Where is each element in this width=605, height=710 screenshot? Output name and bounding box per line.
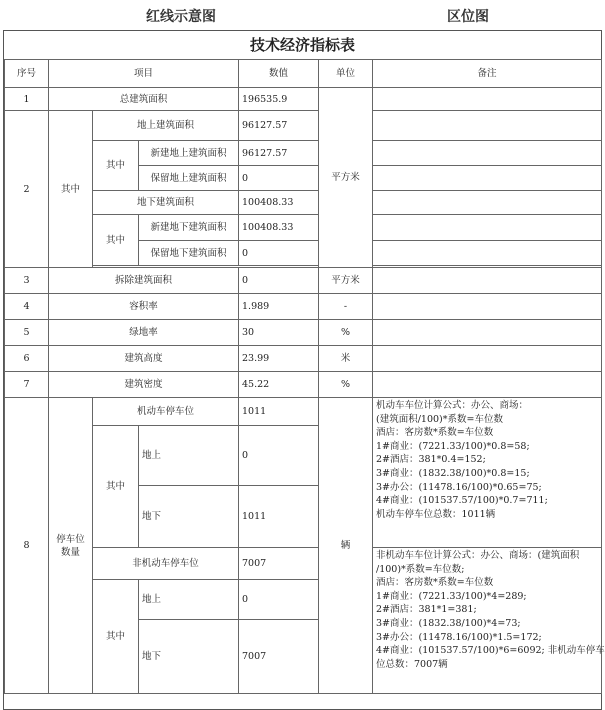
row-sub-label: 其中 bbox=[93, 141, 139, 191]
note-line: 3#办公：(11478.16/100)*1.5=172; bbox=[376, 631, 542, 643]
row-unit-vehicles: 辆 bbox=[319, 398, 373, 694]
row-value: 7007 bbox=[239, 548, 319, 580]
row-unit: % bbox=[319, 320, 373, 346]
row-seq: 2 bbox=[5, 111, 49, 268]
note-line: 酒店：客房数*系数=车位数 bbox=[376, 577, 494, 589]
row-seq: 5 bbox=[5, 320, 49, 346]
row-seq: 8 bbox=[5, 398, 49, 694]
row-item: 地上 bbox=[139, 426, 239, 486]
note-line: 1#商业：(7221.33/100)*0.8=58; bbox=[376, 440, 530, 452]
col-header-note: 备注 bbox=[373, 60, 602, 88]
note-line: (建筑面积/100)*系数=车位数 bbox=[376, 413, 503, 425]
row-sub-label: 其中 bbox=[93, 215, 139, 266]
table-row bbox=[5, 294, 602, 320]
row-value: 0 bbox=[239, 426, 319, 486]
row-item: 非机动车停车位 bbox=[93, 548, 239, 580]
row-value: 1011 bbox=[239, 398, 319, 426]
row-item: 地下建筑面积 bbox=[93, 191, 239, 215]
table-row bbox=[5, 191, 602, 215]
row-item: 拆除建筑面积 bbox=[49, 268, 239, 294]
note-line: /100)*系数=车位数; bbox=[376, 563, 465, 575]
row-note bbox=[373, 111, 602, 141]
row-value: 100408.33 bbox=[239, 191, 319, 215]
row-item: 新建地下建筑面积 bbox=[139, 215, 239, 241]
header-row bbox=[5, 60, 602, 88]
table-row bbox=[5, 88, 602, 111]
row-note bbox=[373, 320, 602, 346]
row-value: 1011 bbox=[239, 486, 319, 548]
row-seq: 3 bbox=[5, 268, 49, 294]
row-value: 0 bbox=[239, 580, 319, 620]
row-note bbox=[373, 372, 602, 398]
row-seq: 7 bbox=[5, 372, 49, 398]
note-line: 机动车停车位总数：1011辆 bbox=[376, 508, 496, 520]
table-row bbox=[5, 346, 602, 372]
row-note bbox=[373, 268, 602, 294]
row-sub-label: 其中 bbox=[93, 426, 139, 548]
note-line: 非机动车车位计算公式：办公、商场：(建筑面积 bbox=[376, 550, 580, 561]
row-unit: 米 bbox=[319, 346, 373, 372]
row-item: 保留地上建筑面积 bbox=[139, 166, 239, 191]
note-line: 1#商业：(7221.33/100)*4=289; bbox=[376, 590, 527, 602]
note-line: 2#酒店：381*1=381; bbox=[376, 604, 477, 616]
row-note bbox=[373, 215, 602, 241]
row-seq: 1 bbox=[5, 88, 49, 111]
row-value: 30 bbox=[239, 320, 319, 346]
row-item: 保留地下建筑面积 bbox=[139, 241, 239, 266]
col-header-seq: 序号 bbox=[5, 60, 49, 88]
row-group-label: 其中 bbox=[49, 111, 93, 268]
nonmotor-parking-note bbox=[373, 548, 605, 694]
row-unit: % bbox=[319, 372, 373, 398]
page-header bbox=[0, 0, 605, 30]
row-value: 0 bbox=[239, 268, 319, 294]
row-note bbox=[373, 346, 602, 372]
row-note bbox=[373, 191, 602, 215]
row-note bbox=[373, 166, 602, 191]
row-item: 建筑密度 bbox=[49, 372, 239, 398]
motor-parking-note bbox=[373, 398, 602, 548]
row-sub-label: 其中 bbox=[93, 580, 139, 694]
row-note bbox=[373, 88, 602, 111]
col-header-value: 数值 bbox=[239, 60, 319, 88]
row-seq: 6 bbox=[5, 346, 49, 372]
row-value: 96127.57 bbox=[239, 111, 319, 141]
note-line: 3#商业：(1832.38/100)*4=73; bbox=[376, 617, 521, 629]
row-item: 地下 bbox=[139, 486, 239, 548]
row-item: 机动车停车位 bbox=[93, 398, 239, 426]
row-group-label: 停车位数量 bbox=[49, 398, 93, 694]
row-unit: 平方米 bbox=[319, 268, 373, 294]
note-line: 4#商业：(101537.57/100)*0.7=711; bbox=[376, 495, 548, 507]
table-row bbox=[5, 141, 602, 166]
row-item: 总建筑面积 bbox=[49, 88, 239, 111]
location-map-title: 区位图 bbox=[447, 9, 489, 25]
row-item: 地下 bbox=[139, 620, 239, 694]
row-value: 196535.9 bbox=[239, 88, 319, 111]
table-row bbox=[5, 398, 602, 426]
note-line: 4#商业：(101537.57/100)*6=6092; 非机动车停车 bbox=[376, 645, 605, 657]
row-value: 23.99 bbox=[239, 346, 319, 372]
row-item: 地上建筑面积 bbox=[93, 111, 239, 141]
row-item: 容积率 bbox=[49, 294, 239, 320]
row-value: 45.22 bbox=[239, 372, 319, 398]
indicator-table bbox=[4, 59, 605, 694]
row-value: 96127.57 bbox=[239, 141, 319, 166]
note-line: 3#办公：(11478.16/100)*0.65=75; bbox=[376, 481, 542, 493]
row-note bbox=[373, 294, 602, 320]
col-header-item: 项目 bbox=[49, 60, 239, 88]
row-note bbox=[373, 241, 602, 266]
note-line: 机动车车位计算公式：办公、商场： bbox=[376, 400, 529, 411]
table-row bbox=[5, 372, 602, 398]
col-header-unit: 单位 bbox=[319, 60, 373, 88]
table-row bbox=[5, 268, 602, 294]
row-item: 新建地上建筑面积 bbox=[139, 141, 239, 166]
note-line: 酒店：客房数*系数=车位数 bbox=[376, 427, 494, 439]
note-line: 2#酒店：381*0.4=152; bbox=[376, 454, 486, 466]
row-item: 绿地率 bbox=[49, 320, 239, 346]
row-value: 1.989 bbox=[239, 294, 319, 320]
table-row bbox=[5, 548, 602, 580]
row-value: 0 bbox=[239, 241, 319, 266]
redline-diagram-title: 红线示意图 bbox=[146, 9, 216, 25]
row-value: 100408.33 bbox=[239, 215, 319, 241]
row-unit: - bbox=[319, 294, 373, 320]
row-value: 0 bbox=[239, 166, 319, 191]
table-row bbox=[5, 320, 602, 346]
table-row bbox=[5, 111, 602, 141]
row-unit-area: 平方米 bbox=[319, 88, 373, 268]
note-line: 3#商业：(1832.38/100)*0.8=15; bbox=[376, 467, 530, 479]
note-line: 位总数：7007辆 bbox=[376, 658, 448, 670]
table-title: 技术经济指标表 bbox=[4, 31, 601, 60]
row-item: 建筑高度 bbox=[49, 346, 239, 372]
row-item: 地上 bbox=[139, 580, 239, 620]
row-note bbox=[373, 141, 602, 166]
row-value: 7007 bbox=[239, 620, 319, 694]
table-row bbox=[5, 215, 602, 241]
row-seq: 4 bbox=[5, 294, 49, 320]
